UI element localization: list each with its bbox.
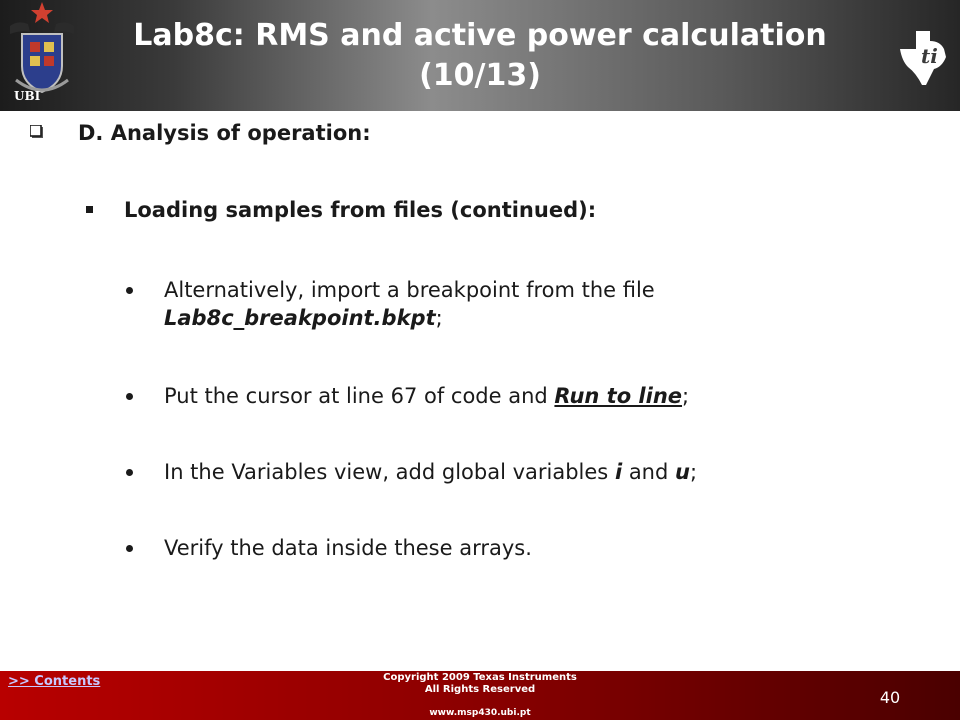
bullet-text: In the Variables view, add global variables i and u;: [164, 460, 698, 484]
slide-title: [100, 16, 860, 96]
slide-body: [0, 111, 960, 671]
run-to-line-emphasis: Run to line: [554, 384, 683, 408]
variable-u-emphasis: u: [675, 460, 690, 484]
variable-i-emphasis: i: [614, 460, 623, 484]
website-url: www.msp430.ubi.pt: [429, 708, 531, 718]
copyright-line2: All Rights Reserved: [424, 684, 536, 695]
slide-title-line1: Lab8c: RMS and active power calculation: [133, 18, 827, 53]
svg-text:ti: ti: [921, 44, 938, 68]
bullet-text: Verify the data inside these arrays.: [164, 536, 532, 560]
slide-footer: [0, 671, 960, 720]
bullet-text: Alternatively, import a breakpoint from the file Lab8c_breakpoint.bkpt;: [164, 278, 655, 330]
round-bullet-icon: [126, 469, 133, 476]
square-bullet-icon: [86, 206, 93, 213]
round-bullet-icon: [126, 545, 133, 552]
copyright-line1: Copyright 2009 Texas Instruments: [383, 672, 577, 683]
texas-instruments-logo-icon: [896, 27, 950, 89]
checkbox-bullet-icon: [30, 125, 44, 139]
copyright-notice: [300, 672, 660, 696]
filename-emphasis: Lab8c_breakpoint.bkpt: [164, 306, 436, 330]
subsection-heading-text: Loading samples from files (continued):: [124, 198, 597, 222]
contents-link[interactable]: >> Contents: [8, 674, 101, 689]
slide-header: [0, 0, 960, 111]
round-bullet-icon: [126, 393, 133, 400]
section-heading-text: D. Analysis of operation:: [78, 121, 371, 145]
slide-title-line2: (10/13): [419, 58, 541, 93]
round-bullet-icon: [126, 287, 133, 294]
university-label: UBI: [14, 89, 41, 103]
bullet-text: Put the cursor at line 67 of code and Run to line;: [164, 384, 690, 408]
page-number: 40: [879, 688, 901, 707]
